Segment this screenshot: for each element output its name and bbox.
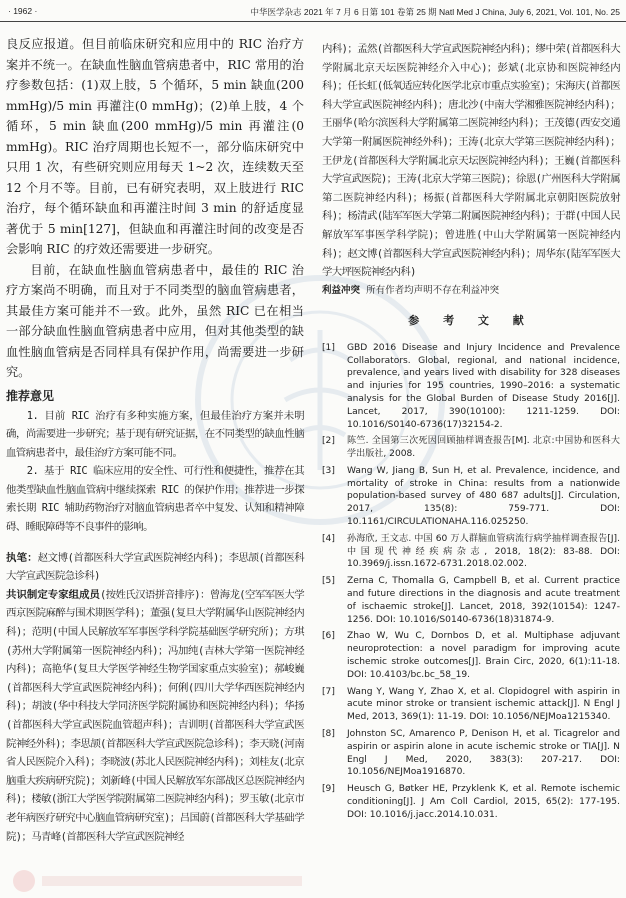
body-paragraph-1: 良反应报道。但目前临床研究和应用中的 RIC 治疗方案并不统一。在缺血性脑血管病患者中，RIC 常用的治疗参数包括：(1)双上肢，5 个循环，5 min 缺血(200 mmHg)/5 min 再灌注(0 mmHg)；(2)单上肢，4 个循环，5 min 缺血(200 mmHg)/5 min 再灌注(0 mmHg)。RIC 治疗周期也长短不一，部分临床研究中只用 1 次，有些研究则应用每天 1~2 次，连续数天至 12 个月不等。目前，已有研究表明，双上肢进行 RIC 治疗，每个循环缺血和再灌注时间 3 min 的舒适度显著优于 5 min[127]，但缺血和再灌注时间的改变是否会影响 RIC 的疗效还需要进一步研究。 — [6, 37, 304, 256]
reference-item — [322, 342, 620, 432]
reference-number: [3] — [322, 465, 335, 476]
right-column — [322, 40, 620, 826]
recommendation-1: 1. 目前 RIC 治疗有多种实施方案，但最佳治疗方案并未明确，尚需要进一步研究；基于现有研究证据，在不同类型的缺血性脑血管病患者中，最佳治疗方案可能不同。 — [6, 409, 304, 459]
reference-number: [2] — [322, 436, 335, 447]
reference-number: [7] — [322, 686, 335, 697]
reference-item — [322, 783, 620, 821]
reference-text: Zhao W, Wu C, Dornbos D, et al. Multiphase adjuvant neuroprotection: a novel paradigm for improving acute ischemic stroke outcomes[J]. Brain Circ, 2020, 6(1):11-18. DOI: 10.4103/bc.bc_58_19. — [347, 631, 620, 680]
bottom-watermark — [10, 868, 310, 894]
reference-number: [8] — [322, 729, 335, 740]
reference-number: [5] — [322, 576, 335, 587]
reference-text: Zerna C, Thomalla G, Campbell B, et al. Current practice and future directions in the diagnosis and acute treatment of ischaemic stroke[J]. Lancet, 2018, 392(10154): 1247-1256. DOI: 10.1016/S0140-6736(18)31874-9. — [347, 576, 620, 625]
left-column — [6, 34, 304, 846]
reference-item — [322, 575, 620, 626]
reference-item — [322, 435, 620, 461]
reference-number: [9] — [322, 784, 335, 795]
journal-running-head: 中华医学杂志 2021 年 7 月 6 日第 101 卷第 25 期 Natl Med J China, July 6, 2021, Vol. 101, No. 25 — [250, 7, 620, 17]
reference-item — [322, 686, 620, 724]
expert-group-text: (按姓氏汉语拼音排序)：曾海龙(空军军医大学西京医院麻醉与围术期医学科)；董强(复旦大学附属华山医院神经内科)；范明(中国人民解放军军事医学科学院基础医学研究所)；方琪(苏州大学附属第一医院神经内科)；冯加纯(吉林大学第一医院神经内科)；高艳华(复旦大学医学神经生物学国家重点实验室)；郝峻巍(首都医科大学宣武医院神经内科)；何俐(四川大学华西医院神经内科)；胡波(华中科技大学同济医学院附属协和医院神经内科)；华扬(首都医科大学宣武医院血管超声科)；吉训明(首都医科大学宣武医院神经外科)；李思颉(首都医科大学宣武医院急诊科)；李天晓(河南省人民医院介入科)；李晓波(苏北人民医院神经内科)；刘桂友(北京脑重大疾病研究院)；刘新峰(中国人民解放军东部战区总医院神经内科)；楼敏(浙江大学医学院附属第二医院神经内科)；罗玉敏(北京市老年病医疗研究中心脑血管病研究室)；吕国蔚(首都医科大学基础学院)；马青峰(首都医科大学宣武医院神经 — [6, 588, 304, 843]
reference-text: 陈竺. 全国第三次死因回顾抽样调查报告[M]. 北京:中国协和医科大学出版社, 2008. — [347, 436, 620, 460]
reference-item — [322, 630, 620, 681]
reference-text: Johnston SC, Amarenco P, Denison H, et al. Ticagrelor and aspirin or aspirin alone in acute ischemic stroke or TIA[J]. N Engl J Med, 2020, 383(3): 207-217. DOI: 10.1056/NEJMoa1916870. — [347, 729, 620, 778]
expert-group — [6, 586, 304, 846]
body-paragraph-2: 目前，在缺血性脑血管病患者中，最佳的 RIC 治疗方案尚不明确，而且对于不同类型的脑血管病患者，其最佳方案可能并不一致。此外，虽然 RIC 已在相当一部分缺血性脑血管病患者中应用，但对其他类型的缺血性脑血管病是否同样具有保护作用，尚需要进一步研究。 — [6, 262, 304, 379]
reference-number: [4] — [322, 533, 335, 544]
page-header — [0, 0, 626, 22]
reference-item — [322, 465, 620, 529]
authors-line — [6, 549, 304, 586]
page-number: · 1962 · — [8, 6, 38, 16]
reference-text: 孙海欣, 王文志. 中国 60 万人群脑血管病流行病学抽样调查报告[J]. 中国现代神经疾病杂志, 2018, 18(2): 83-88. DOI: 10.3969/j.issn.1672-6731.2018.02.002. — [347, 533, 620, 570]
references-title: 参 考 文 献 — [408, 313, 534, 327]
conflict-of-interest — [322, 282, 620, 300]
reference-text: GBD 2016 Disease and Injury Incidence and Prevalence Collaborators. Global, regional, and national incidence, prevalence, and years lived with disability for 328 diseases and injuries for 195 countries, 1990–2016: a systematic analysis for the Global Burden of Disease Study 2016[J]. Lancet, 2017, 390(10100): 1211-1259. DOI: 10.1016/S0140-6736(17)32154-2. — [347, 342, 620, 430]
reference-number: [6] — [322, 631, 335, 642]
expert-group-continued: 内科)；孟然(首都医科大学宣武医院神经内科)；缪中荣(首都医科大学附属北京天坛医院神经介入中心)；彭斌(北京协和医院神经内科)；任长虹(低氧适应转化医学北京市重点实验室)；宋海庆(首都医科大学宣武医院神经内科)；唐北沙(中南大学湘雅医院神经内科)；王丽华(哈尔滨医科大学附属第二医院神经内科)；王茂德(西安交通大学第一附属医院神经外科)；王涛(北京大学第三医院神经内科)；王伊龙(首都医科大学附属北京天坛医院神经内科)；王巍(首都医科大学宣武医院)；王涛(北京大学第三医院)；徐恩(广州医科大学附属第二医院神经内科)；杨振(首都医科大学附属北京朝阳医院放射科)；杨清武(陆军军医大学第二附属医院神经内科)；于群(中国人民解放军军事医学科学院)；曾进胜(中山大学附属第一医院神经内科)；赵文博(首都医科大学宣武医院神经内科)；周华东(陆军军医大学大坪医院神经内科) — [322, 43, 620, 279]
reference-item — [322, 533, 620, 571]
reference-text: Heusch G, Bøtker HE, Przyklenk K, et al. Remote ischemic conditioning[J]. J Am Coll Cardiol, 2015, 65(2): 177-195. DOI: 10.1016/j.jacc.2014.10.031. — [347, 784, 620, 820]
authors-text: 赵文博(首都医科大学宣武医院神经内科)；李思颉(首都医科大学宣武医院急诊科) — [6, 551, 305, 583]
recommendations-heading: 推荐意见 — [6, 388, 55, 403]
reference-item — [322, 728, 620, 779]
coi-text: 所有作者均声明不存在利益冲突 — [366, 284, 500, 296]
expert-group-label: 共识制定专家组成员 — [6, 588, 100, 601]
references-list — [322, 342, 620, 822]
recommendation-2: 2. 基于 RIC 临床应用的安全性、可行性和便捷性，推荐在其他类型缺血性脑血管病中继续探索 RIC 的保护作用；推荐进一步探索长期 RIC 辅助药物治疗对脑血管病患者卒中复发、认知和精神障碍、睡眠障碍等不良事件的影响。 — [6, 465, 304, 534]
reference-text: Wang Y, Wang Y, Zhao X, et al. Clopidogrel with aspirin in acute minor stroke or transient ischemic attack[J]. N Engl J Med, 2013, 369(1): 11-19. DOI: 10.1056/NEJMoa1215340. — [347, 686, 620, 723]
authors-label: 执笔： — [6, 551, 38, 564]
reference-text: Wang W, Jiang B, Sun H, et al. Prevalence, incidence, and mortality of stroke in China: results from a nationwide population-based survey of 480 687 adults[J]. Circulation, 2017, 135(8): 759-771. DOI: 10.1161/CIRCULATIONAHA.116.025250. — [347, 465, 620, 528]
coi-label: 利益冲突 — [322, 284, 361, 296]
reference-number: [1] — [322, 342, 335, 353]
